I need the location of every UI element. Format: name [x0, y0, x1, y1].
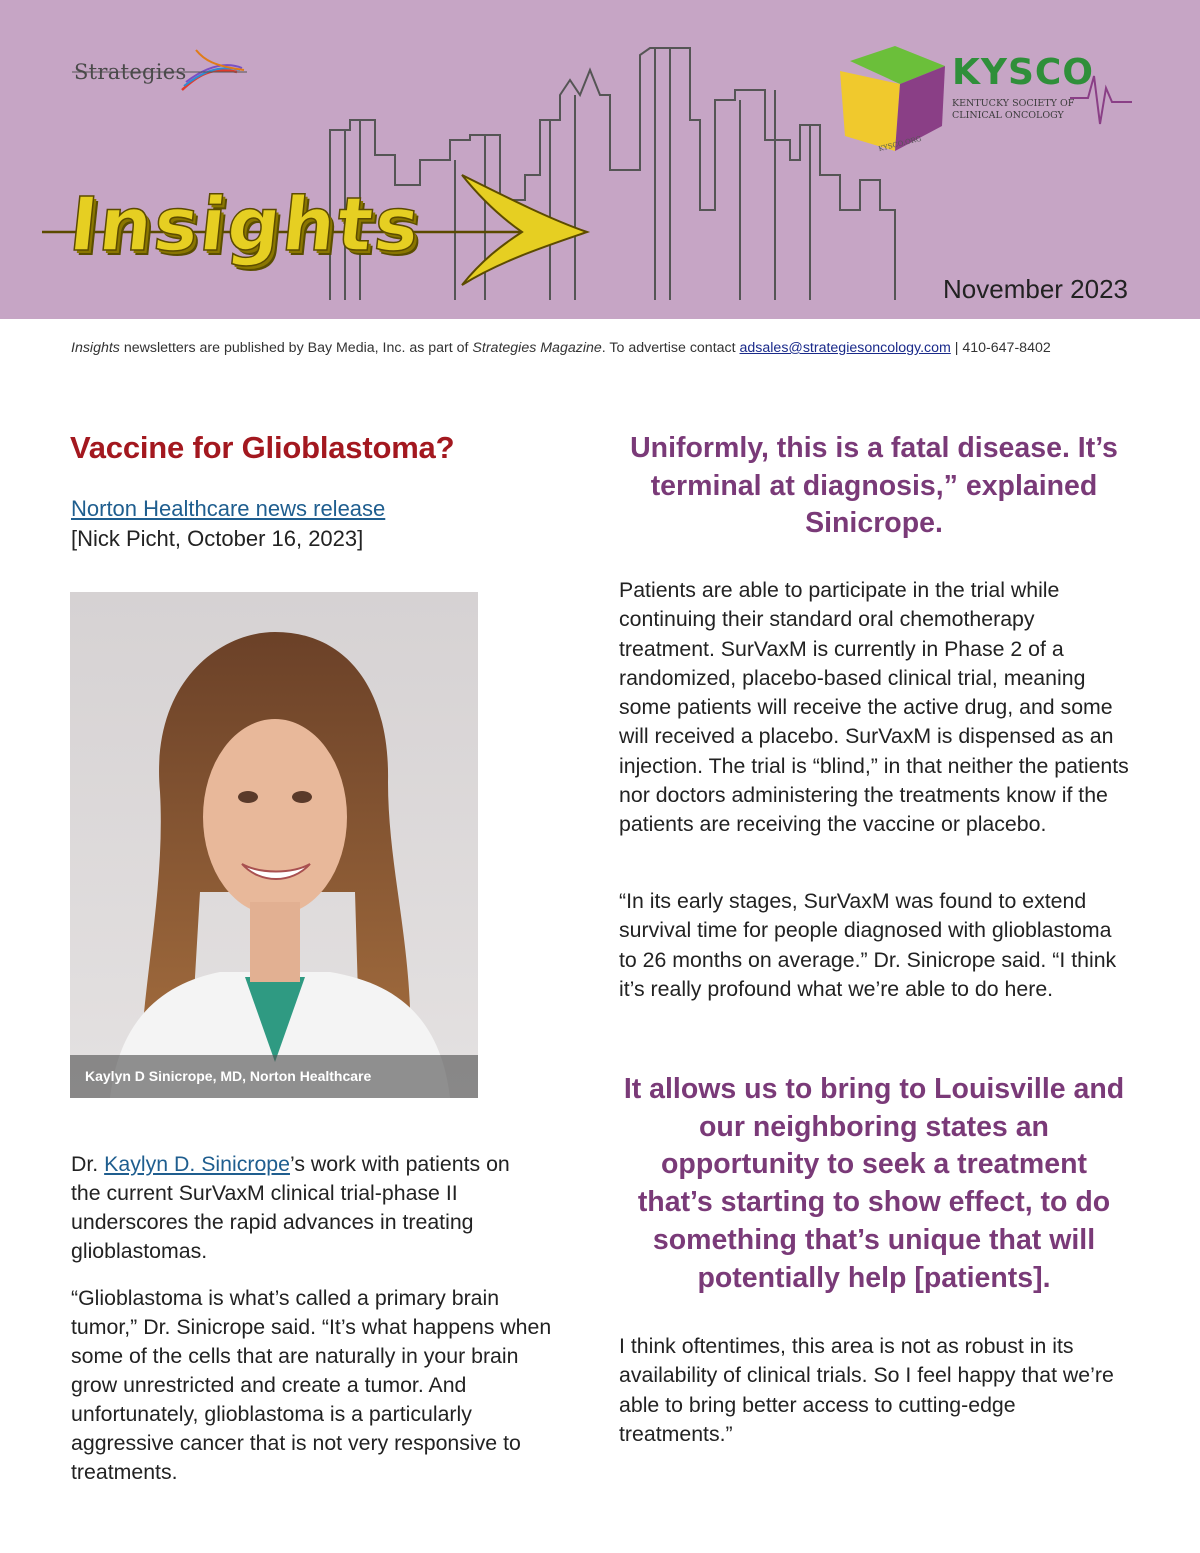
photo-caption: Kaylyn D Sinicrope, MD, Norton Healthcare — [70, 1055, 478, 1098]
article-paragraph-4: “In its early stages, SurVaxM was found to extend survival time for people diagnosed with glioblastoma to 26 months on average.” Dr. Sinicrope said. “I think it’s really profound what we’re able to do here. — [619, 889, 1117, 1001]
sinicrope-profile-link[interactable]: Kaylyn D. Sinicrope — [104, 1152, 290, 1176]
publisher-text-1: newsletters are published by Bay Media, Inc. as part of — [119, 340, 473, 356]
strategies-logo-text: Strategies — [74, 60, 187, 84]
publisher-phone: | 410-647-8402 — [950, 340, 1051, 356]
doctor-portrait-photo — [70, 592, 478, 1098]
article-paragraph-5: I think oftentimes, this area is not as robust in its availability of clinical trials. So I feel happy that we’re able to bring better access to cutting-edge treatments.” — [619, 1334, 1114, 1446]
article-paragraph-3: Patients are able to participate in the trial while continuing their standard oral chemotherapy treatment. SurVaxM is currently in Phase 2 of a randomized, placebo-based clinical trial, meaning some patients will receive the active drug, and some will received a placebo. SurVaxM is dispensed as an injection. The trial is “blind,” in that neither the patients nor doctors administering the treatments know if the patients are receiving the vaccine or placebo. — [619, 578, 1129, 837]
advertising-email-link[interactable]: adsales@strategiesoncology.com — [739, 340, 951, 356]
insights-logo-text: Insights — [65, 182, 426, 268]
publisher-insights: Insights — [71, 340, 120, 356]
portrait-image — [70, 592, 478, 1098]
pull-quote-2: It allows us to bring to Louisville and our neighboring states an opportunity to seek a treatment that’s starting to show effect, to do something that’s unique that will potentially help [patients]. — [623, 1073, 1125, 1294]
p1-prefix: Dr. — [71, 1152, 105, 1176]
issue-date: November 2023 — [943, 274, 1128, 304]
article-paragraph-2: “Glioblastoma is what’s called a primary brain tumor,” Dr. Sinicrope said. “It’s what happens when some of the cells that are naturally in your brain grow unrestricted and create a tumor. And unfortunately, glioblastoma is a particularly aggressive cancer that is not very responsive to treatments. — [71, 1286, 552, 1484]
article-byline: [Nick Picht, October 16, 2023] — [71, 526, 364, 551]
kysco-subtitle: KENTUCKY SOCIETY OF CLINICAL ONCOLOGY — [952, 98, 1075, 121]
pull-quote-1: Uniformly, this is a fatal disease. It’s terminal at diagnosis,” explained Sinicrope. — [630, 432, 1118, 539]
insights-logo — [42, 160, 602, 290]
p1-text: ’s work with patients on the current SurVaxM clinical trial-phase II underscores the rapid advances in treating glioblastomas. — [71, 1152, 510, 1263]
newsletter-banner — [0, 0, 1200, 319]
publisher-text-2: . To advertise contact — [601, 340, 740, 356]
article-paragraph-1 — [71, 1150, 531, 1266]
kysco-logo-text: KYSCO — [952, 52, 1094, 93]
news-release-link[interactable]: Norton Healthcare news release — [71, 496, 386, 521]
publisher-line — [71, 340, 1131, 356]
article-headline: Vaccine for Glioblastoma? — [70, 430, 455, 465]
kysco-url: KYSCO.ORG — [877, 134, 923, 154]
publisher-magazine: Strategies Magazine — [472, 340, 602, 356]
